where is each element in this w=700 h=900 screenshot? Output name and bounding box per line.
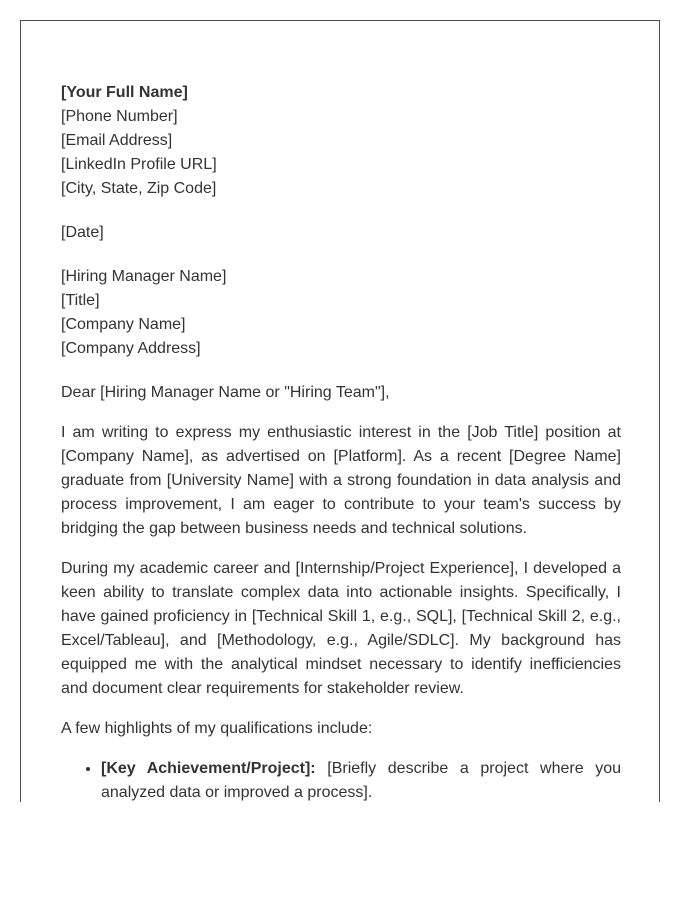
- highlights-list: [61, 757, 621, 802]
- recipient-name: [Hiring Manager Name]: [61, 268, 227, 285]
- sender-phone: [Phone Number]: [61, 108, 178, 125]
- highlight-text: [Briefly describe a project where you analyzed data or improved a process].: [101, 760, 622, 801]
- body-paragraph-intro: I am writing to express my enthusiastic interest in the [Job Title] position at [Company Name], as advertised on [Platform]. As a recent [Degree Name] graduate from [University Name] with a strong foundation in data analysis and process improvement, I am eager to contribute to your team's success by bridging the gap between business needs and technical solutions.: [61, 424, 621, 537]
- letter-date: [Date]: [61, 224, 104, 241]
- sender-name: [Your Full Name]: [61, 84, 188, 101]
- salutation: [61, 381, 621, 405]
- salutation-text: Dear [Hiring Manager Name or "Hiring Team"],: [61, 384, 390, 401]
- letter-page: [20, 20, 660, 802]
- recipient-address: [Company Address]: [61, 340, 201, 357]
- sender-block: [61, 81, 621, 201]
- date-block: [61, 221, 621, 245]
- sender-linkedin: [LinkedIn Profile URL]: [61, 156, 217, 173]
- sender-email: [Email Address]: [61, 132, 173, 149]
- body-paragraph-experience: During my academic career and [Internship/Project Experience], I developed a keen ability to translate complex data into actionable insights. Specifically, I have gained proficiency in [Technical Skill 1, e.g., SQL], [Technical Skill 2, e.g., Excel/Tableau], and [Methodology, e.g., Agile/SDLC]. My background has equipped me with the analytical mindset necessary to identify inefficiencies and document clear requirements for stakeholder review.: [61, 560, 621, 697]
- sender-location: [City, State, Zip Code]: [61, 180, 217, 197]
- letter-content: [61, 81, 621, 802]
- highlight-item: [101, 757, 621, 802]
- recipient-block: [61, 265, 621, 361]
- recipient-company: [Company Name]: [61, 316, 186, 333]
- body-paragraph-highlights-intro: A few highlights of my qualifications include:: [61, 720, 373, 737]
- recipient-title: [Title]: [61, 292, 100, 309]
- highlight-label: [Key Achievement/Project]:: [101, 760, 316, 777]
